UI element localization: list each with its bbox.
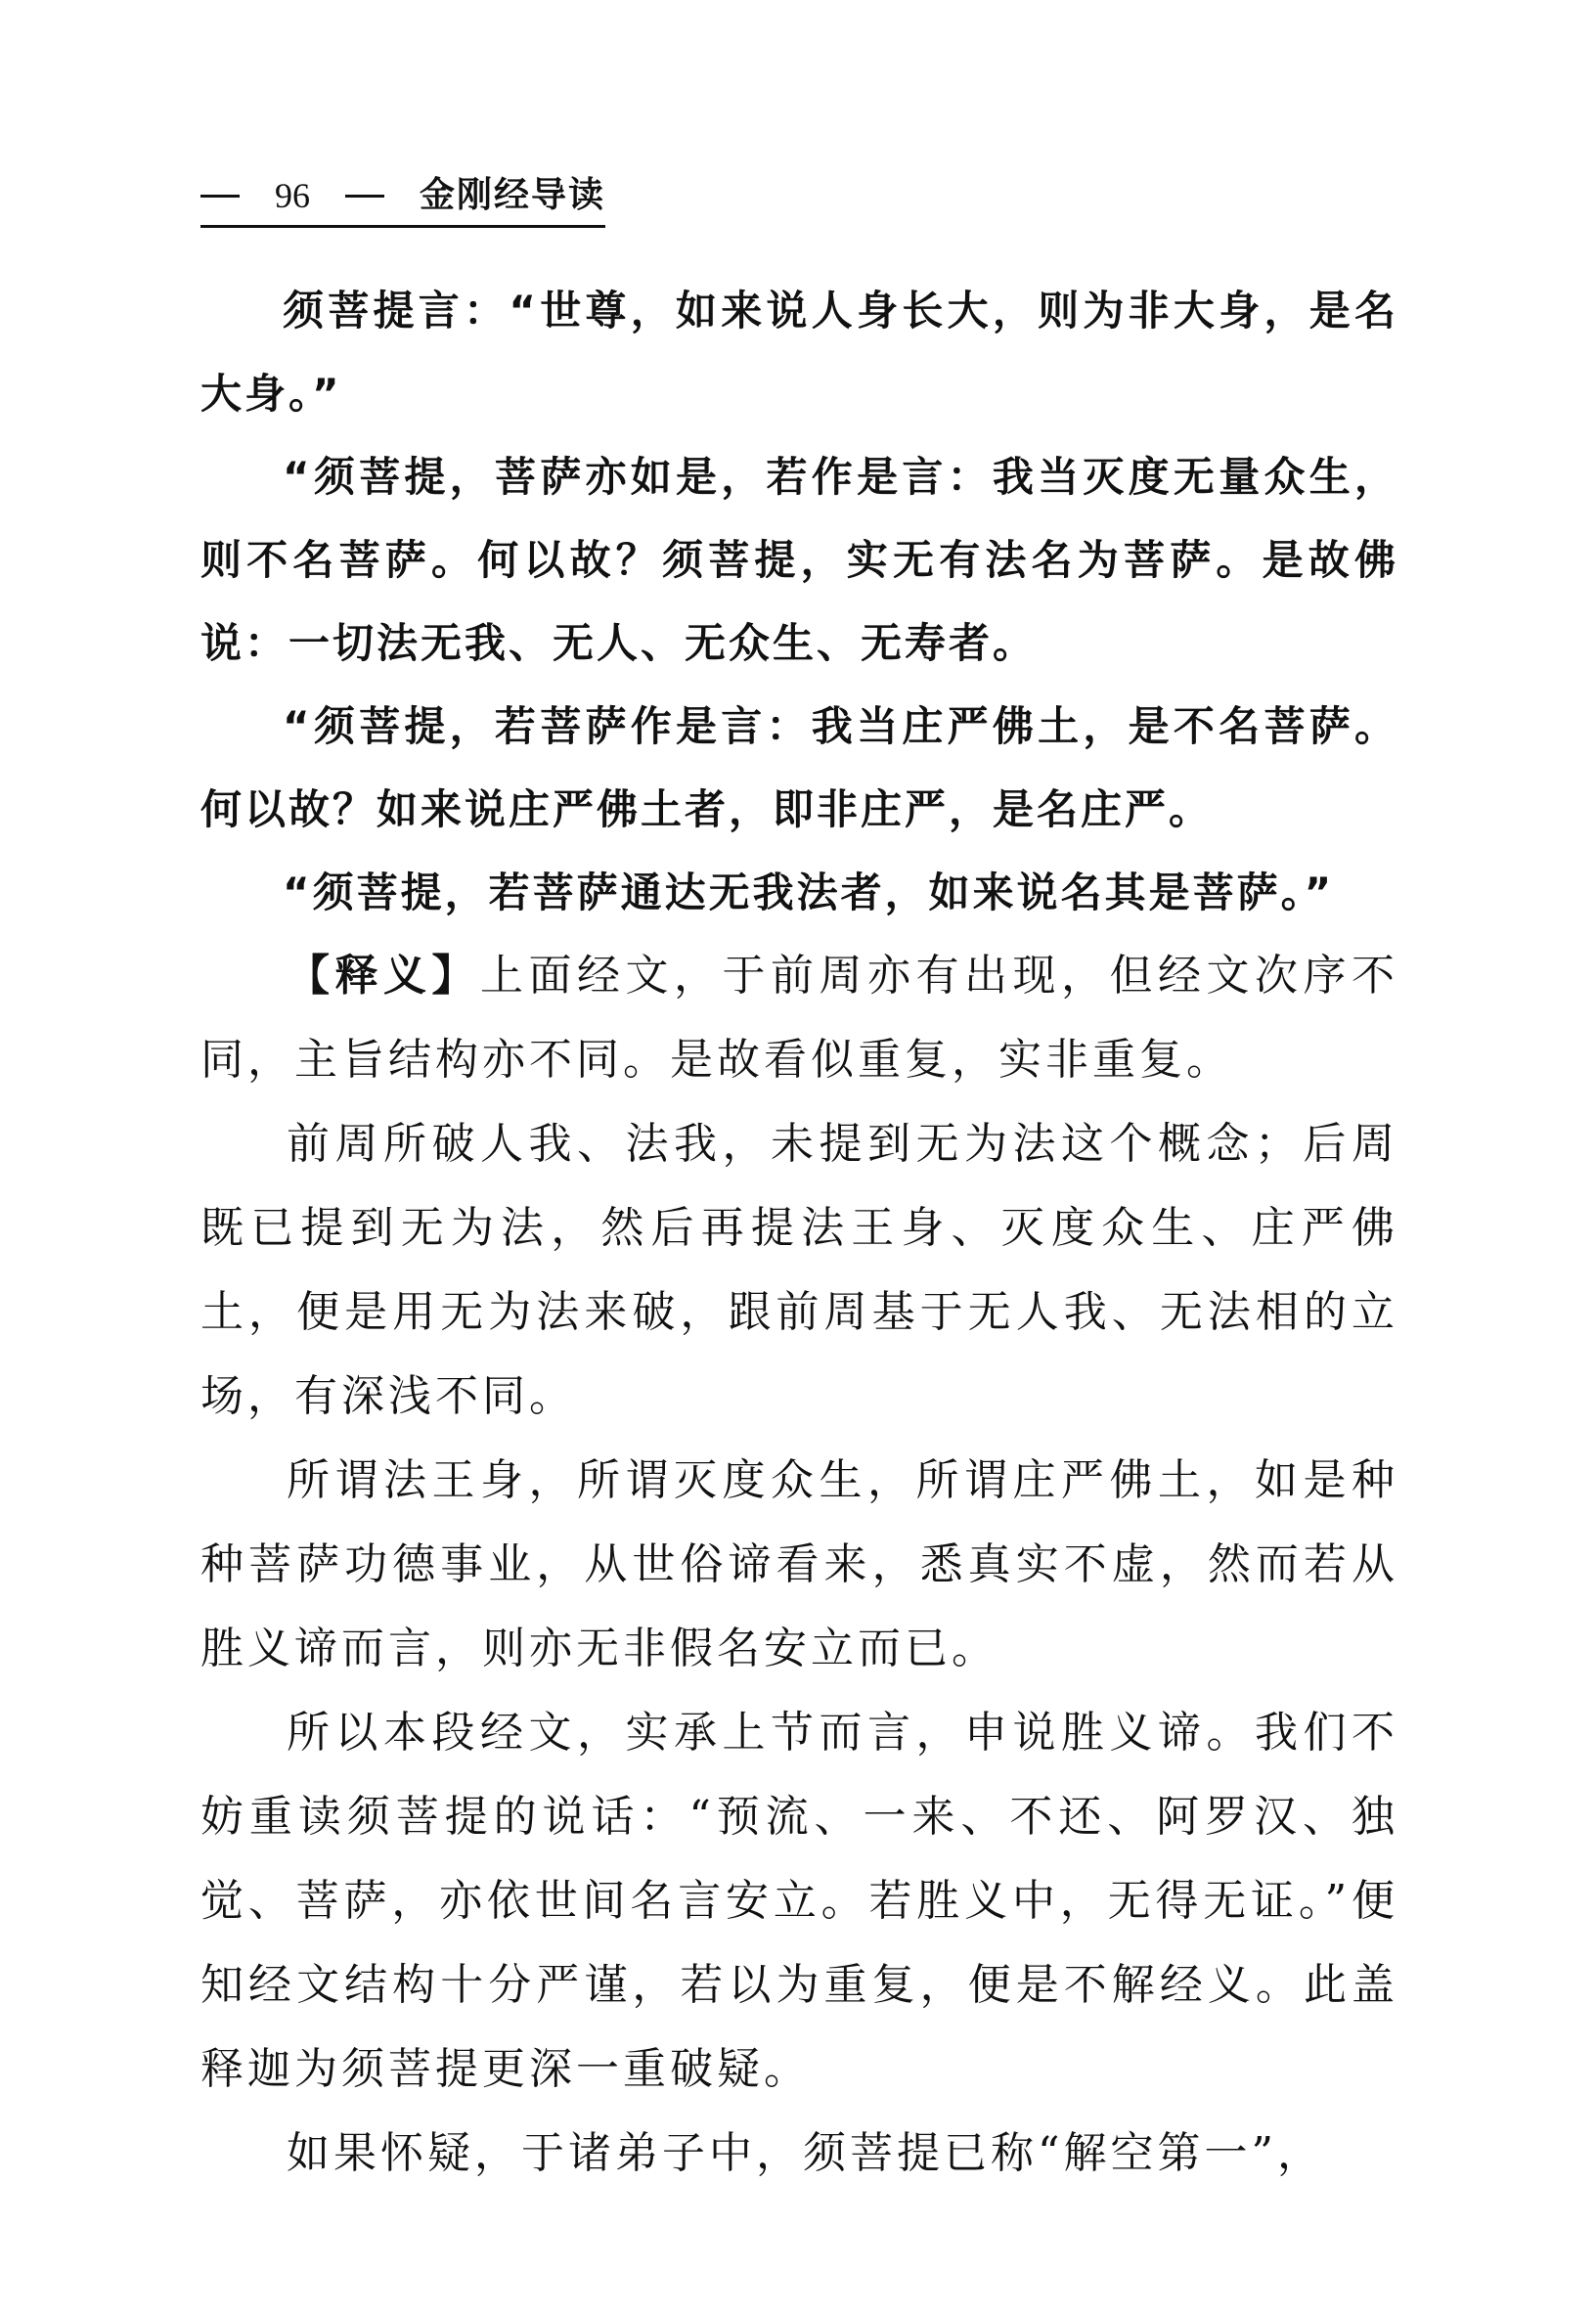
commentary-intro-text: 上面经文，于前周亦有出现，但经文次序不同，主旨结构亦不同。是故看似重复，实非重复。 [200, 951, 1398, 1085]
book-title: 金刚经导读 [420, 175, 606, 215]
sutra-paragraph: 须菩提言：“世尊，如来说人身长大，则为非大身，是名大身。” [200, 287, 1398, 418]
page-body [200, 269, 1398, 2196]
header-dash-right [345, 195, 384, 198]
sutra-paragraph: “须菩提，若菩萨通达无我法者，如来说名其是菩萨。” [283, 868, 1335, 916]
running-header [200, 174, 605, 228]
commentary-paragraph: 前周所破人我、法我，未提到无为法这个概念；后周既已提到无为法，然后再提法王身、灭度众生、庄严佛土，便是用无为法来破，跟前周基于无人我、无法相的立场，有深浅不同。 [200, 1119, 1398, 1421]
sutra-paragraph: “须菩提，菩萨亦如是，若作是言：我当灭度无量众生，则不名菩萨。何以故？须菩提，实无有法名为菩萨。是故佛说：一切法无我、无人、无众生、无寿者。 [200, 453, 1398, 667]
commentary-paragraph: 所谓法王身，所谓灭度众生，所谓庄严佛土，如是种种菩萨功德事业，从世俗谛看来，悉真实不虚，然而若从胜义谛而言，则亦无非假名安立而已。 [200, 1455, 1398, 1673]
sutra-paragraph: “须菩提，若菩萨作是言：我当庄严佛土，是不名菩萨。何以故？如来说庄严佛土者，即非庄严，是名庄严。 [200, 702, 1398, 833]
commentary-paragraph: 所以本段经文，实承上节而言，申说胜义谛。我们不妨重读须菩提的说话：“预流、一来、不还、阿罗汉、独觉、菩萨，亦依世间名言安立。若胜义中，无得无证。”便知经文结构十分严谨，若以为重复，便是不解经义。此盖释迦为须菩提更深一重破疑。 [200, 1708, 1398, 2094]
page-number: 96 [275, 176, 310, 215]
commentary-intro [200, 934, 1398, 1102]
header-dash-left [200, 195, 240, 198]
commentary-label: 【释义】 [287, 951, 480, 1001]
commentary-paragraph: 如果怀疑，于诸弟子中，须菩提已称“解空第一”， [287, 2128, 1324, 2178]
